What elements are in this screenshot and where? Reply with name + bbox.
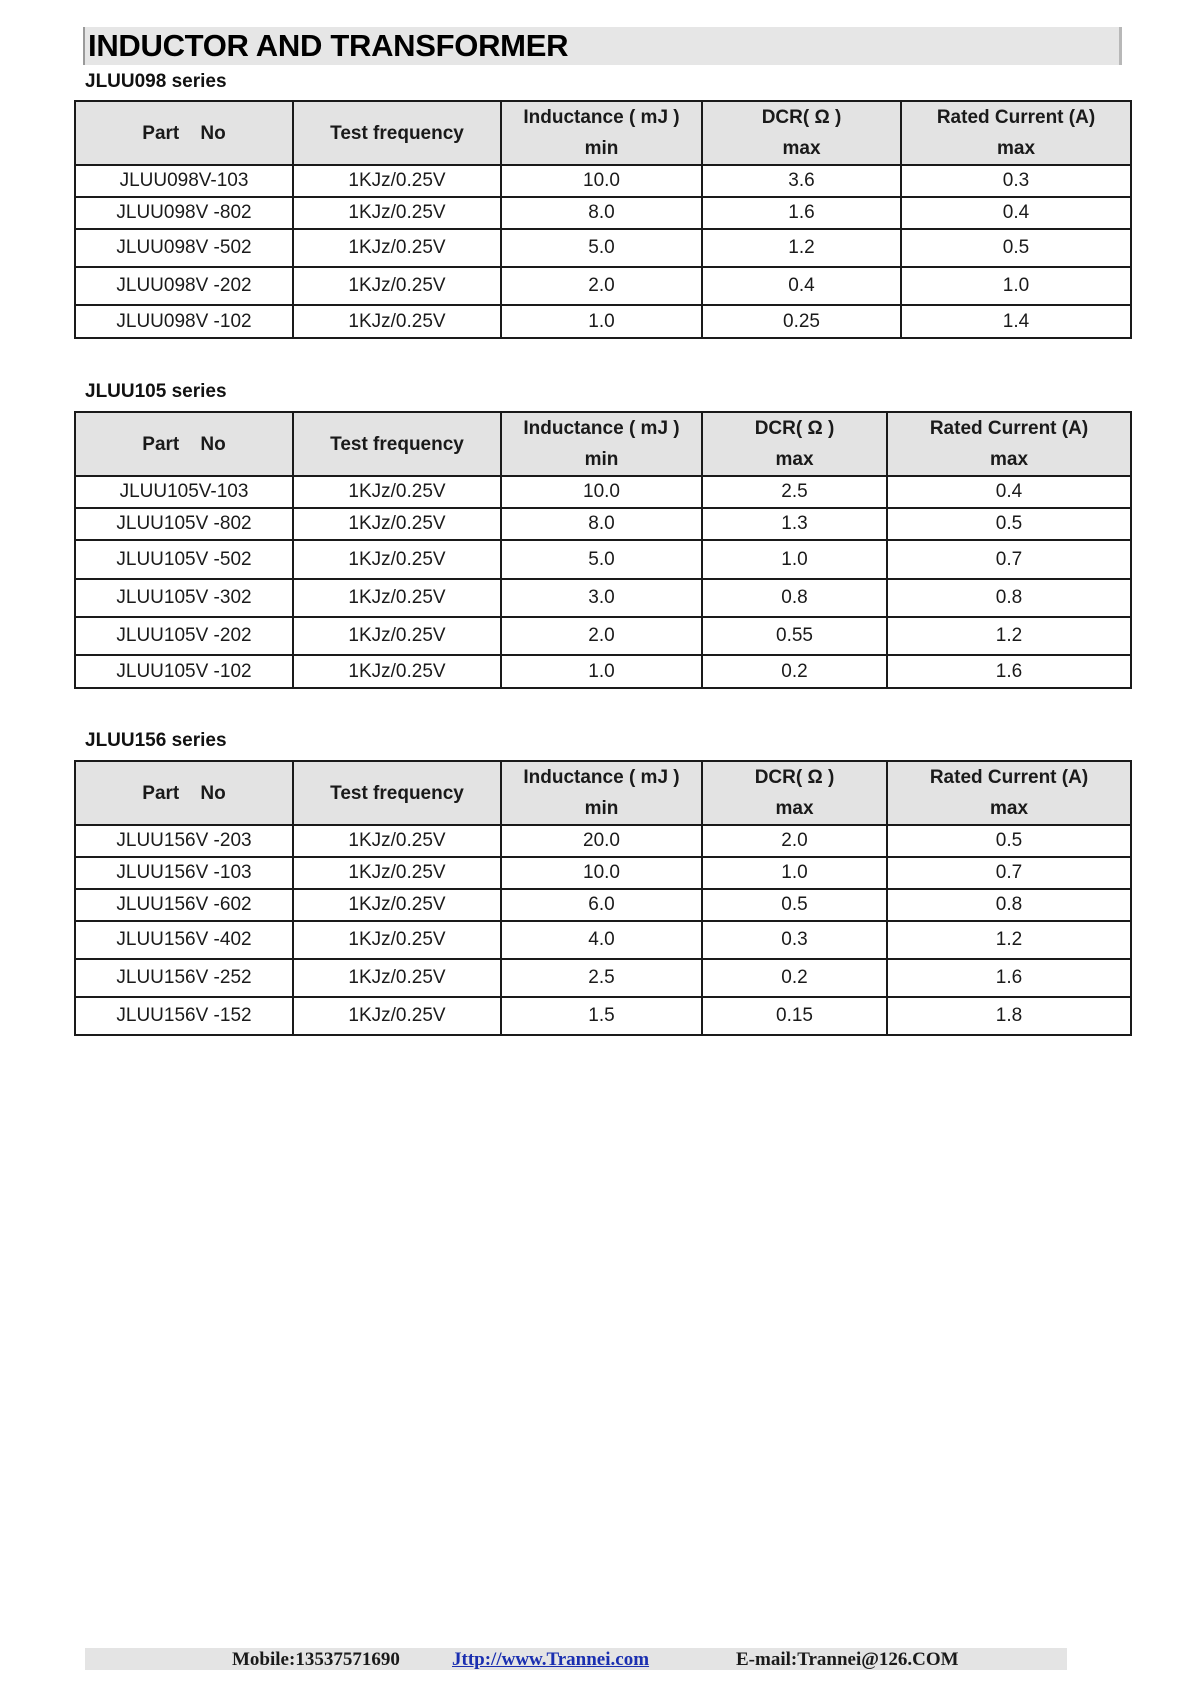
- header-rated-current: Rated Current (A) max: [901, 101, 1131, 165]
- cell-rated-current: 0.8: [887, 579, 1131, 617]
- cell-rated-current: 1.6: [887, 959, 1131, 997]
- table-row: [75, 857, 1131, 889]
- cell-test-frequency: 1KJz/0.25V: [293, 267, 501, 305]
- cell-inductance: 1.0: [501, 305, 702, 338]
- cell-rated-current: 0.7: [887, 540, 1131, 579]
- cell-dcr: 3.6: [702, 165, 901, 197]
- cell-dcr: 1.3: [702, 508, 887, 540]
- cell-part-no: JLUU156V -203: [75, 825, 293, 857]
- cell-rated-current: 1.2: [887, 617, 1131, 655]
- spec-table: [74, 760, 1132, 1036]
- cell-test-frequency: 1KJz/0.25V: [293, 508, 501, 540]
- cell-dcr: 2.0: [702, 825, 887, 857]
- header-inductance: Inductance ( mJ ) min: [501, 101, 702, 165]
- table-row: [75, 165, 1131, 197]
- cell-test-frequency: 1KJz/0.25V: [293, 617, 501, 655]
- cell-part-no: JLUU156V -103: [75, 857, 293, 889]
- cell-dcr: 0.25: [702, 305, 901, 338]
- series-title: JLUU098 series: [85, 71, 227, 92]
- cell-test-frequency: 1KJz/0.25V: [293, 579, 501, 617]
- cell-inductance: 4.0: [501, 921, 702, 959]
- cell-part-no: JLUU098V -802: [75, 197, 293, 229]
- header-part-no: Part No: [75, 761, 293, 825]
- cell-rated-current: 1.4: [901, 305, 1131, 338]
- cell-part-no: JLUU105V -802: [75, 508, 293, 540]
- cell-test-frequency: 1KJz/0.25V: [293, 921, 501, 959]
- table-row: [75, 267, 1131, 305]
- cell-rated-current: 0.5: [887, 508, 1131, 540]
- cell-inductance: 8.0: [501, 508, 702, 540]
- cell-inductance: 5.0: [501, 540, 702, 579]
- cell-dcr: 1.2: [702, 229, 901, 267]
- cell-rated-current: 0.4: [901, 197, 1131, 229]
- cell-inductance: 10.0: [501, 165, 702, 197]
- cell-test-frequency: 1KJz/0.25V: [293, 197, 501, 229]
- cell-test-frequency: 1KJz/0.25V: [293, 476, 501, 508]
- table-row: [75, 540, 1131, 579]
- header-test-frequency: Test frequency: [293, 761, 501, 825]
- header-dcr: DCR( Ω ) max: [702, 101, 901, 165]
- cell-inductance: 10.0: [501, 476, 702, 508]
- header-part-no: Part No: [75, 101, 293, 165]
- cell-inductance: 1.5: [501, 997, 702, 1035]
- page-title: INDUCTOR AND TRANSFORMER: [88, 28, 569, 63]
- cell-part-no: JLUU156V -602: [75, 889, 293, 921]
- cell-dcr: 0.5: [702, 889, 887, 921]
- cell-inductance: 5.0: [501, 229, 702, 267]
- cell-dcr: 0.2: [702, 655, 887, 688]
- cell-dcr: 1.6: [702, 197, 901, 229]
- cell-test-frequency: 1KJz/0.25V: [293, 959, 501, 997]
- spec-table: [74, 411, 1132, 689]
- header-inductance: Inductance ( mJ ) min: [501, 412, 702, 476]
- series-title: JLUU105 series: [85, 381, 227, 402]
- cell-test-frequency: 1KJz/0.25V: [293, 305, 501, 338]
- cell-dcr: 0.15: [702, 997, 887, 1035]
- cell-part-no: JLUU156V -152: [75, 997, 293, 1035]
- cell-part-no: JLUU105V -302: [75, 579, 293, 617]
- spec-table: [74, 100, 1132, 339]
- table-row: [75, 655, 1131, 688]
- cell-test-frequency: 1KJz/0.25V: [293, 229, 501, 267]
- cell-dcr: 2.5: [702, 476, 887, 508]
- header-inductance: Inductance ( mJ ) min: [501, 761, 702, 825]
- header-rated-current: Rated Current (A) max: [887, 412, 1131, 476]
- cell-test-frequency: 1KJz/0.25V: [293, 825, 501, 857]
- cell-inductance: 2.0: [501, 267, 702, 305]
- header-dcr: DCR( Ω ) max: [702, 412, 887, 476]
- cell-test-frequency: 1KJz/0.25V: [293, 997, 501, 1035]
- table-row: [75, 229, 1131, 267]
- cell-rated-current: 0.5: [887, 825, 1131, 857]
- cell-dcr: 0.8: [702, 579, 887, 617]
- table-header-row: [75, 101, 1131, 165]
- cell-part-no: JLUU105V -202: [75, 617, 293, 655]
- cell-part-no: JLUU105V-103: [75, 476, 293, 508]
- cell-dcr: 0.4: [702, 267, 901, 305]
- table-row: [75, 508, 1131, 540]
- table-row: [75, 997, 1131, 1035]
- footer-mobile: Mobile:13537571690: [232, 1649, 400, 1670]
- cell-dcr: 1.0: [702, 857, 887, 889]
- cell-dcr: 0.55: [702, 617, 887, 655]
- cell-rated-current: 1.2: [887, 921, 1131, 959]
- cell-inductance: 1.0: [501, 655, 702, 688]
- cell-part-no: JLUU156V -402: [75, 921, 293, 959]
- table-row: [75, 959, 1131, 997]
- header-dcr: DCR( Ω ) max: [702, 761, 887, 825]
- cell-part-no: JLUU098V-103: [75, 165, 293, 197]
- cell-rated-current: 1.8: [887, 997, 1131, 1035]
- cell-part-no: JLUU098V -202: [75, 267, 293, 305]
- footer-email: E-mail:Trannei@126.COM: [736, 1649, 959, 1670]
- cell-test-frequency: 1KJz/0.25V: [293, 165, 501, 197]
- table-row: [75, 305, 1131, 338]
- cell-rated-current: 1.6: [887, 655, 1131, 688]
- cell-part-no: JLUU098V -102: [75, 305, 293, 338]
- cell-test-frequency: 1KJz/0.25V: [293, 889, 501, 921]
- cell-inductance: 2.0: [501, 617, 702, 655]
- cell-inductance: 20.0: [501, 825, 702, 857]
- cell-test-frequency: 1KJz/0.25V: [293, 540, 501, 579]
- cell-inductance: 3.0: [501, 579, 702, 617]
- table-row: [75, 921, 1131, 959]
- cell-rated-current: 0.8: [887, 889, 1131, 921]
- cell-rated-current: 0.7: [887, 857, 1131, 889]
- header-rated-current: Rated Current (A) max: [887, 761, 1131, 825]
- footer-website-link[interactable]: Jttp://www.Trannei.com: [452, 1649, 650, 1670]
- table-header-row: [75, 412, 1131, 476]
- page-title-bar: [83, 27, 1122, 65]
- table-row: [75, 617, 1131, 655]
- cell-test-frequency: 1KJz/0.25V: [293, 857, 501, 889]
- table-row: [75, 197, 1131, 229]
- cell-dcr: 0.2: [702, 959, 887, 997]
- cell-dcr: 1.0: [702, 540, 887, 579]
- header-test-frequency: Test frequency: [293, 101, 501, 165]
- table-header-row: [75, 761, 1131, 825]
- table-row: [75, 476, 1131, 508]
- table-row: [75, 825, 1131, 857]
- series-title: JLUU156 series: [85, 730, 227, 751]
- table-row: [75, 579, 1131, 617]
- header-test-frequency: Test frequency: [293, 412, 501, 476]
- cell-inductance: 2.5: [501, 959, 702, 997]
- cell-rated-current: 0.4: [887, 476, 1131, 508]
- cell-inductance: 8.0: [501, 197, 702, 229]
- cell-test-frequency: 1KJz/0.25V: [293, 655, 501, 688]
- cell-dcr: 0.3: [702, 921, 887, 959]
- cell-inductance: 10.0: [501, 857, 702, 889]
- cell-part-no: JLUU105V -102: [75, 655, 293, 688]
- header-part-no: Part No: [75, 412, 293, 476]
- cell-inductance: 6.0: [501, 889, 702, 921]
- cell-rated-current: 0.5: [901, 229, 1131, 267]
- cell-part-no: JLUU105V -502: [75, 540, 293, 579]
- cell-part-no: JLUU098V -502: [75, 229, 293, 267]
- table-row: [75, 889, 1131, 921]
- cell-rated-current: 0.3: [901, 165, 1131, 197]
- cell-rated-current: 1.0: [901, 267, 1131, 305]
- cell-part-no: JLUU156V -252: [75, 959, 293, 997]
